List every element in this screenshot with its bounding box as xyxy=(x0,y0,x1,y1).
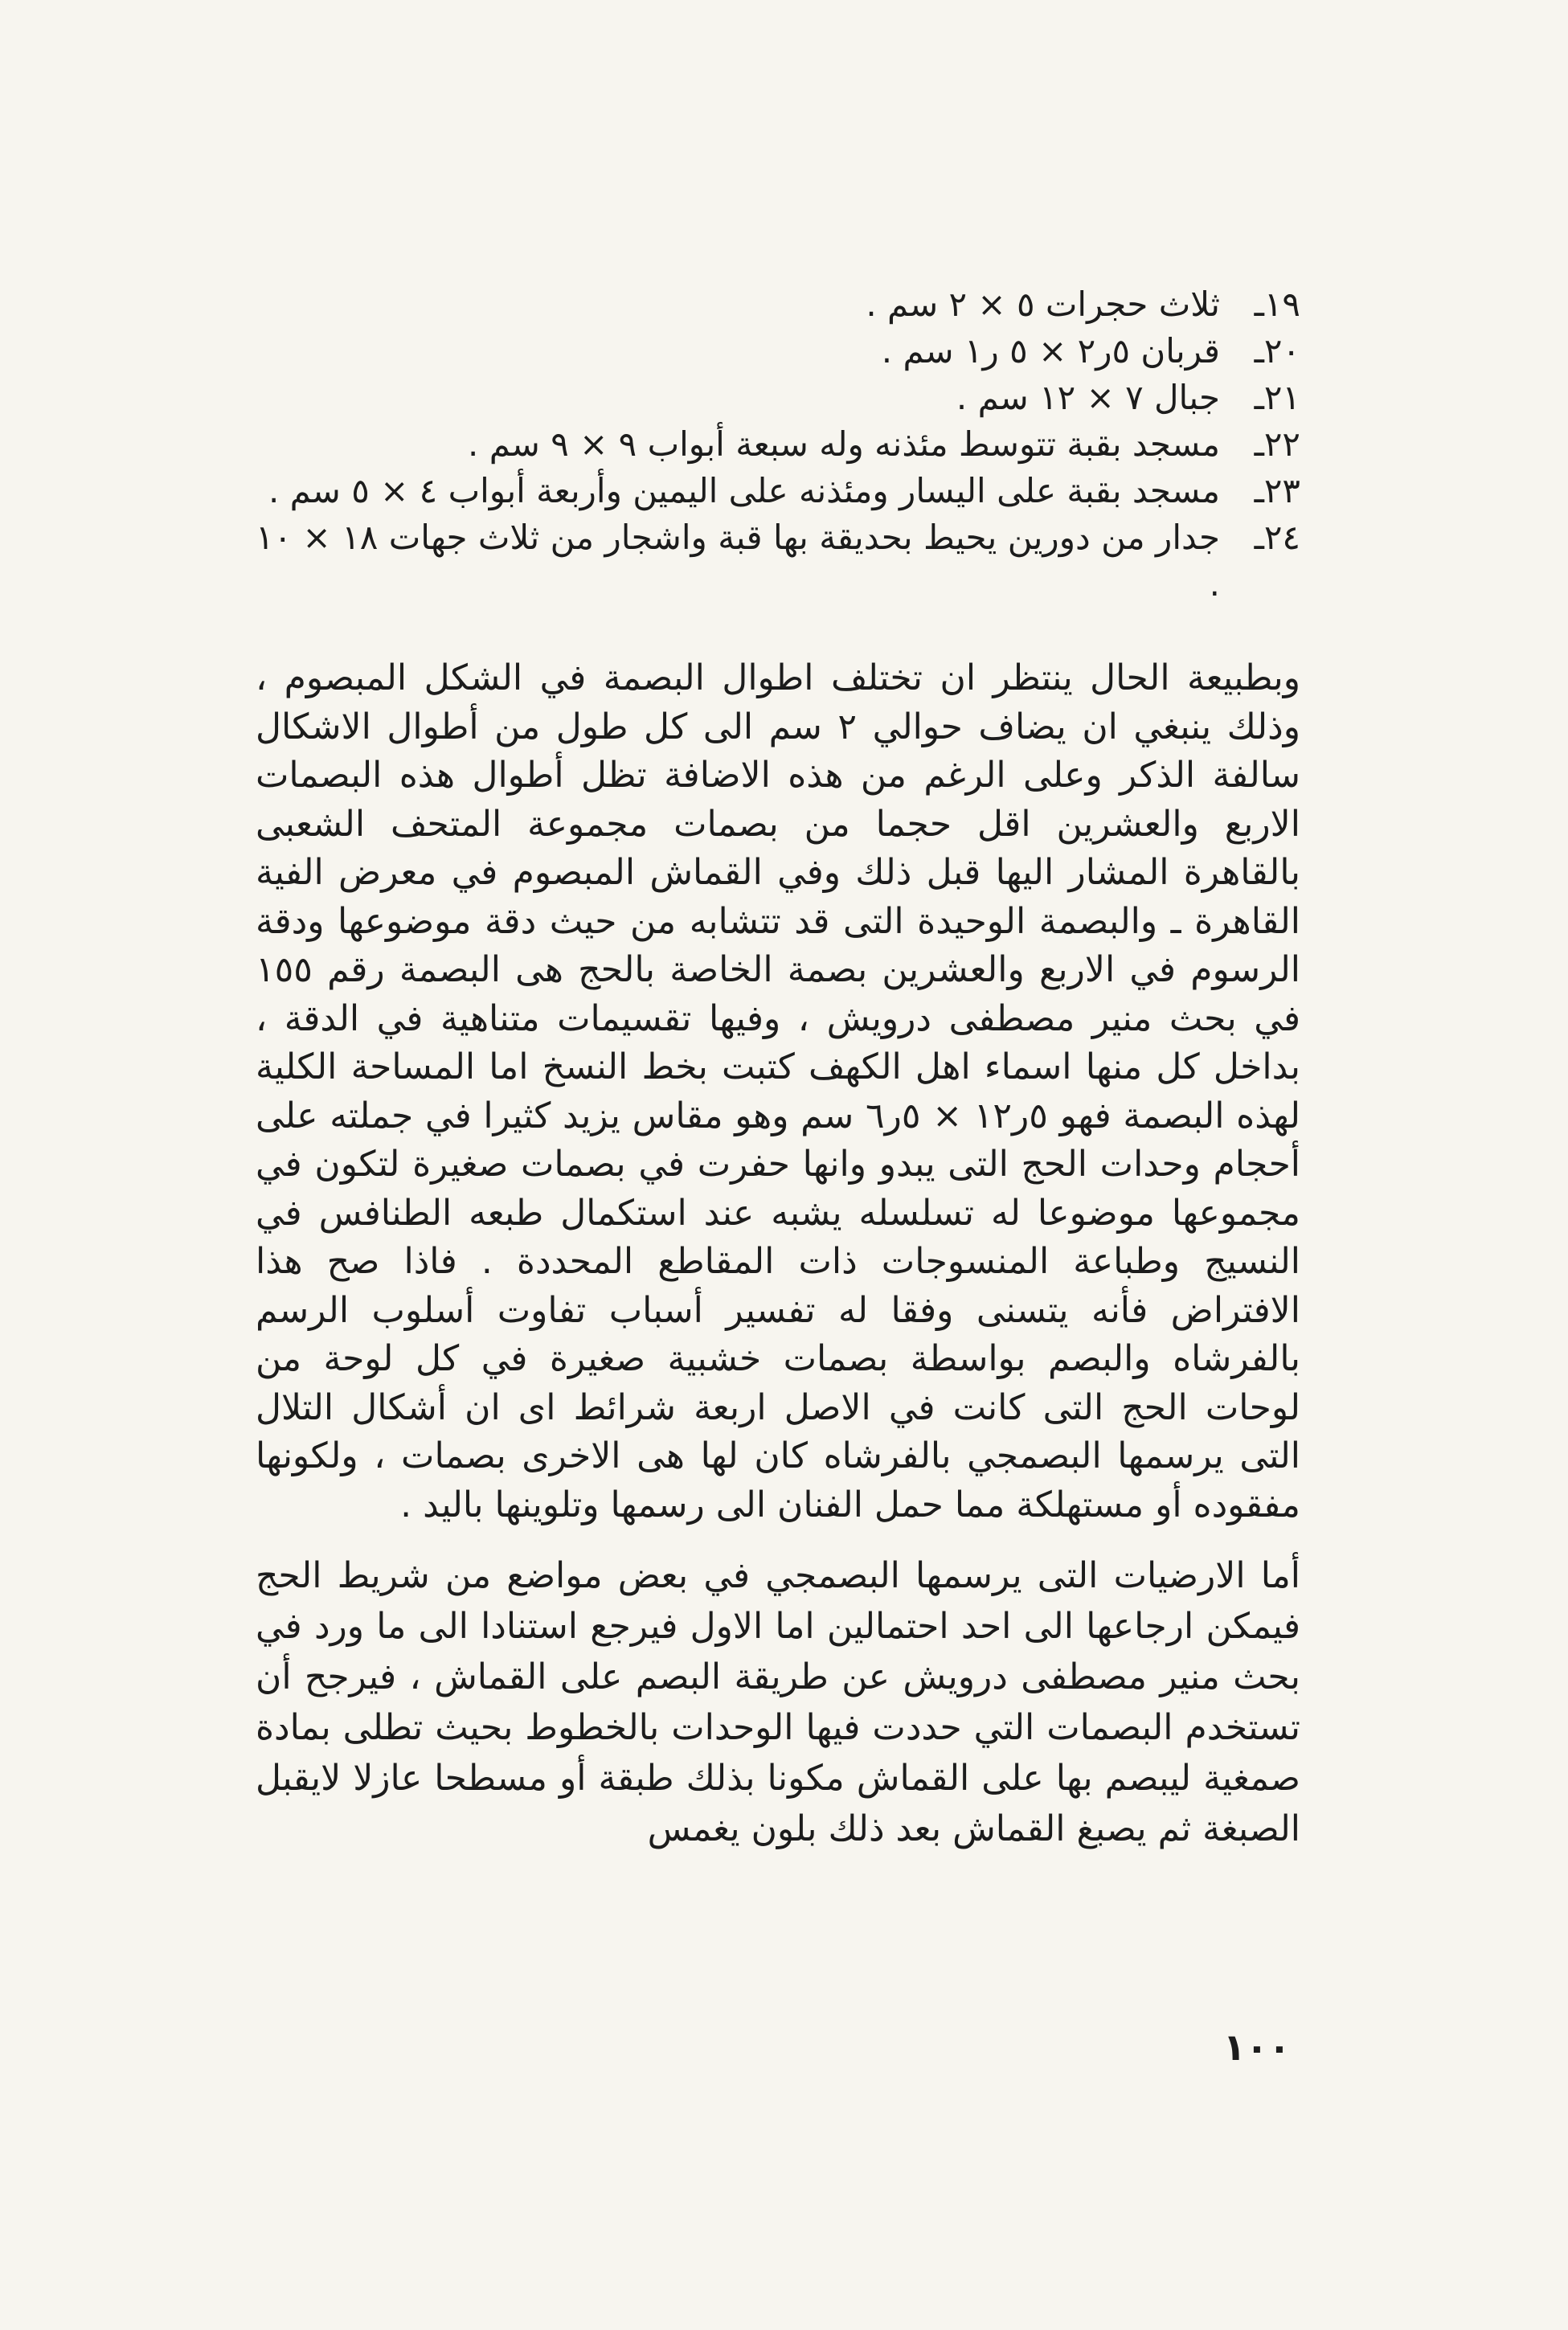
body-paragraph-2: أما الارضيات التى يرسمها البصمجي في بعض مواضع من شريط الحج فيمكن ارجاعها الى احد احتمالين اما الاول فيرجع استنادا الى ما ورد في بحث منير مصطفى درويش عن طريقة البصم على القماش ، فيرجح أن تستخدم البصمات التي حددت فيها الوحدات بالخطوط بحيث تطلى بمادة صمغية ليبصم بها على القماش مكونا بذلك طبقة أو مسطحا عازلا لايقبل الصبغة ثم يصبغ القماش بعد ذلك بلون يغمس xyxy=(256,1555,1300,1849)
list-item-text: مسجد بقبة تتوسط مئذنه وله سبعة أبواب ٩ × ٩ سم . xyxy=(468,424,1220,464)
list-item-text: جبال ٧ × ١٢ سم . xyxy=(956,378,1220,417)
list-item-number: ٢٠ـ xyxy=(1254,331,1300,371)
list-item-number: ٢٣ـ xyxy=(1254,471,1300,510)
page-content xyxy=(256,281,1300,1854)
list-item-text: ثلاث حجرات ٥ × ٢ سم . xyxy=(866,285,1220,324)
list-item xyxy=(256,375,1300,421)
list-item-number: ٢١ـ xyxy=(1254,378,1300,417)
list-item-text: مسجد بقبة على اليسار ومئذنه على اليمين وأربعة أبواب ٤ × ٥ سم . xyxy=(268,471,1220,510)
list-item xyxy=(256,421,1300,468)
list-item xyxy=(256,514,1300,608)
dimensions-list xyxy=(256,281,1300,608)
list-item xyxy=(256,468,1300,514)
list-item-number: ٢٢ـ xyxy=(1254,424,1300,464)
body-paragraph-1: وبطبيعة الحال ينتظر ان تختلف اطوال البصمة في الشكل المبصوم ، وذلك ينبغي ان يضاف حوالي ٢ سم الى كل طول من أطوال الاشكال سالفة الذكر وعلى الرغم من هذه الاضافة تظل أطوال هذه البصمات الاربع والعشرين اقل حجما من بصمات مجموعة المتحف الشعبى بالقاهرة المشار اليها قبل ذلك وفي القماش المبصوم في معرض الفية القاهرة ـ والبصمة الوحيدة التى قد تتشابه من حيث دقة موضوعها ودقة الرسوم في الاربع والعشرين بصمة الخاصة بالحج هى البصمة رقم ١٥٥ في بحث منير مصطفى درويش ، وفيها تقسيمات متناهية في الدقة ، بداخل كل منها اسماء اهل الكهف كتبت بخط النسخ اما المساحة الكلية لهذه البصمة فهو ٥ر١٢ × ٥ر٦ سم وهو مقاس يزيد كثيرا في جملته على أحجام وحدات الحج التى يبدو وانها حفرت في بصمات صغيرة لتكون في مجموعها موضوعا له تسلسله يشبه عند استكمال طبعه الطنافس في النسيج وطباعة المنسوجات ذات المقاطع المحددة . فاذا صح هذا الافتراض فأنه يتسنى وفقا له تفسير أسباب تفاوت أسلوب الرسم بالفرشاه والبصم بواسطة بصمات خشبية صغيرة في كل لوحة من لوحات الحج التى كانت في الاصل اربعة شرائط اى ان أشكال التلال التى يرسمها البصمجي بالفرشاه كان لها هى الاخرى بصمات ، ولكونها مفقوده أو مستهلكة مما حمل الفنان الى رسمها وتلوينها باليد . xyxy=(256,657,1301,1525)
list-item-number: ١٩ـ xyxy=(1254,285,1300,324)
list-item xyxy=(256,281,1300,328)
list-item-number: ٢٤ـ xyxy=(1254,518,1300,557)
list-item xyxy=(256,328,1300,375)
page-number: ١٠٠ xyxy=(1222,2025,1291,2069)
list-item-text: قربان ٥ر٢ × ٥ ر١ سم . xyxy=(881,331,1220,371)
list-item-text: جدار من دورين يحيط بحديقة بها قبة واشجار من ثلاث جهات ١٨ × ١٠ . xyxy=(256,518,1220,604)
